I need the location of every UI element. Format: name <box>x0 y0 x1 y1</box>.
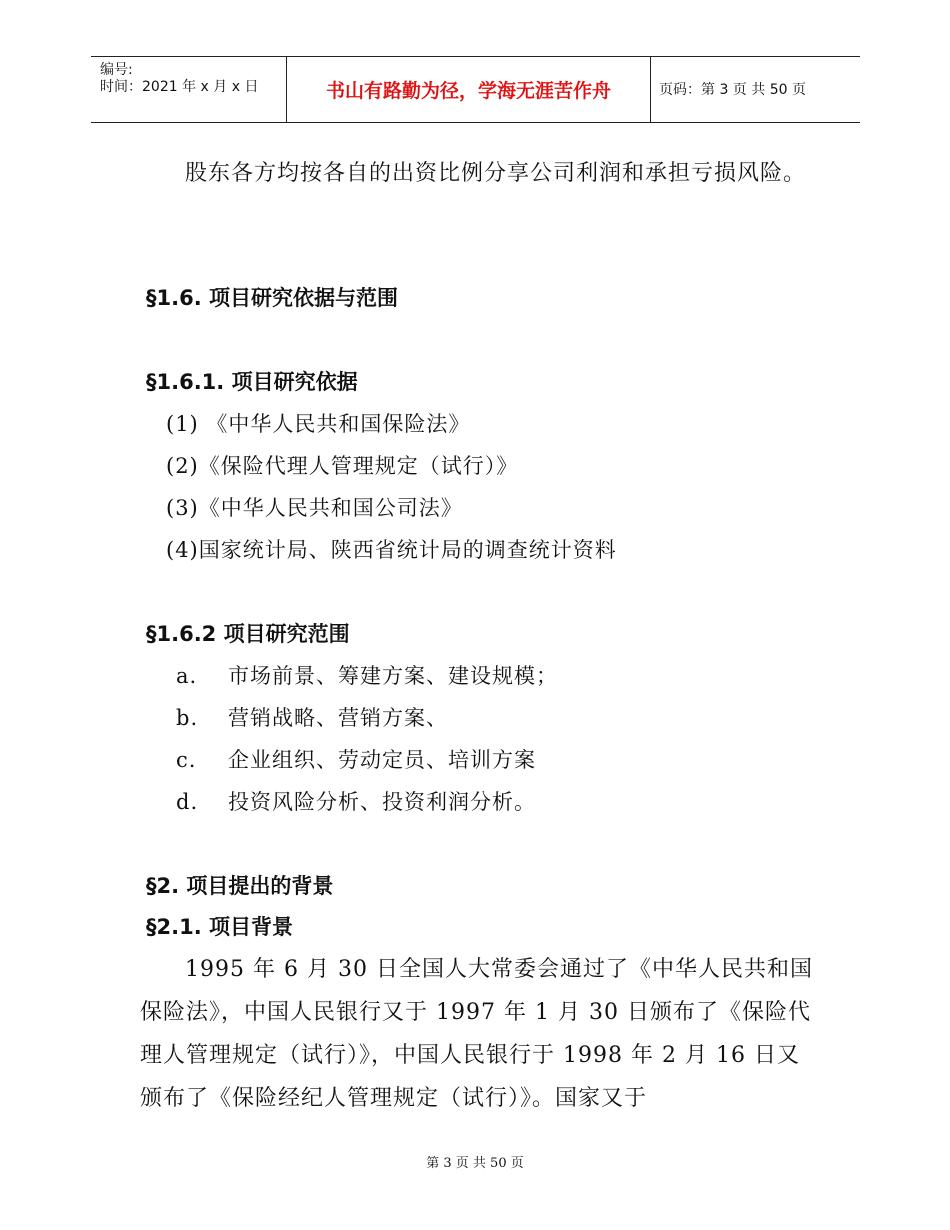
header-top-rule <box>91 56 860 57</box>
scope-item-label: d. <box>176 790 199 814</box>
header-time: 时间：2021 年 x 月 x 日 <box>100 79 259 95</box>
scope-item <box>176 704 448 732</box>
scope-item-text: 投资风险分析、投资利润分析。 <box>228 790 536 814</box>
header-bottom-rule <box>91 122 860 123</box>
header-meta <box>100 62 258 96</box>
heading-1-6-1: §1.6.1. 项目研究依据 <box>146 370 358 394</box>
basis-item: (3)《中华人民共和国公司法》 <box>166 496 463 520</box>
scope-item-label: a. <box>176 664 198 688</box>
basis-item: (2)《保险代理人管理规定（试行）》 <box>166 454 519 478</box>
scope-item-text: 营销战略、营销方案、 <box>228 706 448 730</box>
header-page-info: 页码：第 3 页 共 50 页 <box>659 82 806 98</box>
heading-1-6: §1.6. 项目研究依据与范围 <box>146 286 398 310</box>
background-paragraph: 1995 年 6 月 30 日全国人大常委会通过了《中华人民共和国保险法》，中国人民银行又于 1997 年 1 月 30 日颁布了《保险代理人管理规定（试行）》，中国人民银行于 1998 年 2 月 16 日又颁布了《保险经纪人管理规定（试行）》。国家又于 <box>140 957 813 1111</box>
scope-item <box>176 746 536 774</box>
heading-2: §2. 项目提出的背景 <box>146 874 334 898</box>
header-motto: 书山有路勤为径，学海无涯苦作舟 <box>325 80 611 102</box>
scope-item-label: b. <box>176 706 199 730</box>
heading-2-1: §2.1. 项目背景 <box>146 915 293 939</box>
header-number: 编号: <box>100 62 133 78</box>
heading-1-6-2: §1.6.2 项目研究范围 <box>146 622 350 646</box>
header-divider-right <box>650 56 651 123</box>
scope-item-text: 市场前景、筹建方案、建设规模； <box>228 664 558 688</box>
basis-item: (4)国家统计局、陕西省统计局的调查统计资料 <box>166 538 617 562</box>
scope-item-text: 企业组织、劳动定员、培训方案 <box>228 748 536 772</box>
intro-paragraph: 股东各方均按各自的出资比例分享公司利润和承担亏损风险。 <box>185 161 807 186</box>
basis-item: (1) 《中华人民共和国保险法》 <box>166 412 471 436</box>
scope-item <box>176 788 536 816</box>
scope-item-label: c. <box>176 748 197 772</box>
scope-item <box>176 662 558 690</box>
page-footer: 第 3 页 共 50 页 <box>426 1156 524 1171</box>
